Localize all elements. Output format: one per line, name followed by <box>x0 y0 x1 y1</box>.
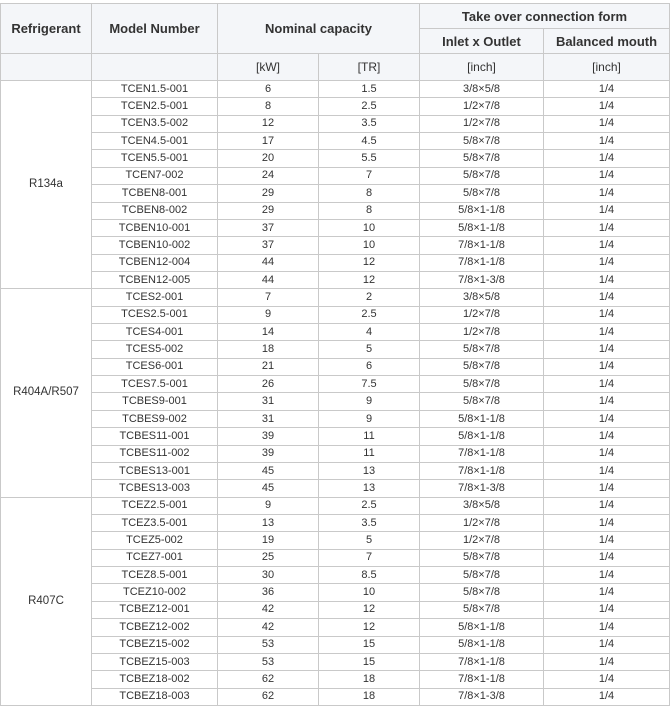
capacity-kw-cell: 24 <box>218 167 319 184</box>
model-number-cell: TCEZ5-002 <box>92 532 218 549</box>
inlet-outlet-cell: 3/8×5/8 <box>420 81 544 98</box>
table-row <box>1 462 670 479</box>
inlet-outlet-cell: 5/8×7/8 <box>420 393 544 410</box>
balanced-mouth-cell: 1/4 <box>544 81 670 98</box>
inlet-outlet-cell: 1/2×7/8 <box>420 514 544 531</box>
table-row <box>1 514 670 531</box>
unit-refrigerant-blank <box>1 54 92 81</box>
unit-tr: [TR] <box>319 54 420 81</box>
inlet-outlet-cell: 7/8×1-1/8 <box>420 254 544 271</box>
capacity-kw-cell: 13 <box>218 514 319 531</box>
model-number-cell: TCBEN8-002 <box>92 202 218 219</box>
balanced-mouth-cell: 1/4 <box>544 393 670 410</box>
inlet-outlet-cell: 7/8×1-1/8 <box>420 653 544 670</box>
balanced-mouth-cell: 1/4 <box>544 653 670 670</box>
inlet-outlet-cell: 1/2×7/8 <box>420 532 544 549</box>
unit-model-blank <box>92 54 218 81</box>
capacity-kw-cell: 39 <box>218 428 319 445</box>
spec-table <box>0 3 670 706</box>
header-balanced-mouth: Balanced mouth <box>544 29 670 54</box>
balanced-mouth-cell: 1/4 <box>544 497 670 514</box>
balanced-mouth-cell: 1/4 <box>544 341 670 358</box>
balanced-mouth-cell: 1/4 <box>544 410 670 427</box>
model-number-cell: TCBEZ12-001 <box>92 601 218 618</box>
balanced-mouth-cell: 1/4 <box>544 514 670 531</box>
capacity-kw-cell: 45 <box>218 462 319 479</box>
capacity-tr-cell: 8 <box>319 202 420 219</box>
balanced-mouth-cell: 1/4 <box>544 271 670 288</box>
capacity-kw-cell: 44 <box>218 254 319 271</box>
inlet-outlet-cell: 5/8×1-1/8 <box>420 219 544 236</box>
inlet-outlet-cell: 5/8×7/8 <box>420 150 544 167</box>
model-number-cell: TCEN3.5-002 <box>92 115 218 132</box>
capacity-kw-cell: 62 <box>218 688 319 705</box>
capacity-kw-cell: 17 <box>218 133 319 150</box>
balanced-mouth-cell: 1/4 <box>544 185 670 202</box>
table-row <box>1 567 670 584</box>
balanced-mouth-cell: 1/4 <box>544 98 670 115</box>
inlet-outlet-cell: 5/8×1-1/8 <box>420 636 544 653</box>
capacity-tr-cell: 11 <box>319 445 420 462</box>
capacity-tr-cell: 6 <box>319 358 420 375</box>
table-row <box>1 532 670 549</box>
model-number-cell: TCBES13-003 <box>92 480 218 497</box>
capacity-tr-cell: 12 <box>319 619 420 636</box>
capacity-kw-cell: 9 <box>218 306 319 323</box>
balanced-mouth-cell: 1/4 <box>544 428 670 445</box>
refrigerant-cell: R407C <box>1 497 92 705</box>
inlet-outlet-cell: 1/2×7/8 <box>420 306 544 323</box>
inlet-outlet-cell: 7/8×1-1/8 <box>420 237 544 254</box>
balanced-mouth-cell: 1/4 <box>544 376 670 393</box>
balanced-mouth-cell: 1/4 <box>544 462 670 479</box>
capacity-tr-cell: 9 <box>319 393 420 410</box>
header-inlet-outlet: Inlet x Outlet <box>420 29 544 54</box>
capacity-tr-cell: 9 <box>319 410 420 427</box>
inlet-outlet-cell: 7/8×1-3/8 <box>420 688 544 705</box>
model-number-cell: TCEZ3.5-001 <box>92 514 218 531</box>
header-takeover-connection: Take over connection form <box>420 4 670 29</box>
model-number-cell: TCEZ8.5-001 <box>92 567 218 584</box>
capacity-kw-cell: 39 <box>218 445 319 462</box>
capacity-tr-cell: 5 <box>319 341 420 358</box>
inlet-outlet-cell: 7/8×1-1/8 <box>420 671 544 688</box>
header-nominal-capacity: Nominal capacity <box>218 4 420 54</box>
capacity-kw-cell: 18 <box>218 341 319 358</box>
inlet-outlet-cell: 5/8×1-1/8 <box>420 619 544 636</box>
balanced-mouth-cell: 1/4 <box>544 480 670 497</box>
table-row <box>1 428 670 445</box>
inlet-outlet-cell: 3/8×5/8 <box>420 289 544 306</box>
inlet-outlet-cell: 7/8×1-3/8 <box>420 271 544 288</box>
capacity-tr-cell: 7 <box>319 549 420 566</box>
model-number-cell: TCBEN10-001 <box>92 219 218 236</box>
header-model-number: Model Number <box>92 4 218 54</box>
model-number-cell: TCEN4.5-001 <box>92 133 218 150</box>
table-row <box>1 410 670 427</box>
balanced-mouth-cell: 1/4 <box>544 202 670 219</box>
capacity-kw-cell: 25 <box>218 549 319 566</box>
model-number-cell: TCBES9-001 <box>92 393 218 410</box>
model-number-cell: TCEZ7-001 <box>92 549 218 566</box>
balanced-mouth-cell: 1/4 <box>544 254 670 271</box>
balanced-mouth-cell: 1/4 <box>544 567 670 584</box>
capacity-kw-cell: 42 <box>218 601 319 618</box>
capacity-kw-cell: 62 <box>218 671 319 688</box>
inlet-outlet-cell: 7/8×1-1/8 <box>420 445 544 462</box>
inlet-outlet-cell: 3/8×5/8 <box>420 497 544 514</box>
table-row <box>1 636 670 653</box>
capacity-tr-cell: 10 <box>319 219 420 236</box>
capacity-kw-cell: 31 <box>218 410 319 427</box>
table-row <box>1 549 670 566</box>
capacity-kw-cell: 12 <box>218 115 319 132</box>
balanced-mouth-cell: 1/4 <box>544 688 670 705</box>
capacity-kw-cell: 9 <box>218 497 319 514</box>
table-row <box>1 115 670 132</box>
model-number-cell: TCBEN10-002 <box>92 237 218 254</box>
model-number-cell: TCBES13-001 <box>92 462 218 479</box>
balanced-mouth-cell: 1/4 <box>544 324 670 341</box>
table-row <box>1 688 670 705</box>
capacity-tr-cell: 12 <box>319 254 420 271</box>
table-row <box>1 219 670 236</box>
balanced-mouth-cell: 1/4 <box>544 619 670 636</box>
capacity-kw-cell: 7 <box>218 289 319 306</box>
balanced-mouth-cell: 1/4 <box>544 115 670 132</box>
capacity-kw-cell: 29 <box>218 185 319 202</box>
model-number-cell: TCES5-002 <box>92 341 218 358</box>
model-number-cell: TCEN5.5-001 <box>92 150 218 167</box>
model-number-cell: TCBEN12-004 <box>92 254 218 271</box>
model-number-cell: TCES6-001 <box>92 358 218 375</box>
capacity-kw-cell: 44 <box>218 271 319 288</box>
capacity-kw-cell: 14 <box>218 324 319 341</box>
balanced-mouth-cell: 1/4 <box>544 532 670 549</box>
model-number-cell: TCBEZ18-003 <box>92 688 218 705</box>
table-row <box>1 98 670 115</box>
balanced-mouth-cell: 1/4 <box>544 219 670 236</box>
table-row <box>1 671 670 688</box>
table-row <box>1 393 670 410</box>
balanced-mouth-cell: 1/4 <box>544 306 670 323</box>
model-number-cell: TCEZ2.5-001 <box>92 497 218 514</box>
table-row <box>1 150 670 167</box>
table-row <box>1 81 670 98</box>
capacity-tr-cell: 2.5 <box>319 306 420 323</box>
model-number-cell: TCBEZ18-002 <box>92 671 218 688</box>
capacity-tr-cell: 3.5 <box>319 115 420 132</box>
capacity-kw-cell: 30 <box>218 567 319 584</box>
capacity-kw-cell: 37 <box>218 219 319 236</box>
capacity-tr-cell: 7.5 <box>319 376 420 393</box>
table-row <box>1 254 670 271</box>
table-row <box>1 306 670 323</box>
table-row <box>1 480 670 497</box>
model-number-cell: TCBEZ15-002 <box>92 636 218 653</box>
capacity-kw-cell: 6 <box>218 81 319 98</box>
inlet-outlet-cell: 1/2×7/8 <box>420 115 544 132</box>
balanced-mouth-cell: 1/4 <box>544 584 670 601</box>
table-row <box>1 289 670 306</box>
table-row <box>1 341 670 358</box>
balanced-mouth-cell: 1/4 <box>544 601 670 618</box>
refrigerant-cell: R134a <box>1 81 92 289</box>
balanced-mouth-cell: 1/4 <box>544 549 670 566</box>
capacity-tr-cell: 7 <box>319 167 420 184</box>
balanced-mouth-cell: 1/4 <box>544 671 670 688</box>
capacity-kw-cell: 8 <box>218 98 319 115</box>
model-number-cell: TCEZ10-002 <box>92 584 218 601</box>
table-row <box>1 324 670 341</box>
model-number-cell: TCBES11-002 <box>92 445 218 462</box>
capacity-kw-cell: 53 <box>218 636 319 653</box>
capacity-tr-cell: 18 <box>319 671 420 688</box>
capacity-tr-cell: 8 <box>319 185 420 202</box>
unit-balanced-mouth: [inch] <box>544 54 670 81</box>
table-row <box>1 497 670 514</box>
inlet-outlet-cell: 5/8×7/8 <box>420 133 544 150</box>
balanced-mouth-cell: 1/4 <box>544 636 670 653</box>
model-number-cell: TCEN2.5-001 <box>92 98 218 115</box>
inlet-outlet-cell: 7/8×1-1/8 <box>420 462 544 479</box>
inlet-outlet-cell: 5/8×1-1/8 <box>420 410 544 427</box>
capacity-tr-cell: 12 <box>319 271 420 288</box>
inlet-outlet-cell: 5/8×7/8 <box>420 376 544 393</box>
spec-table-container <box>0 3 670 706</box>
inlet-outlet-cell: 1/2×7/8 <box>420 98 544 115</box>
model-number-cell: TCES4-001 <box>92 324 218 341</box>
model-number-cell: TCBES11-001 <box>92 428 218 445</box>
balanced-mouth-cell: 1/4 <box>544 358 670 375</box>
capacity-kw-cell: 45 <box>218 480 319 497</box>
table-row <box>1 358 670 375</box>
model-number-cell: TCBEZ12-002 <box>92 619 218 636</box>
header-refrigerant: Refrigerant <box>1 4 92 54</box>
capacity-tr-cell: 2.5 <box>319 497 420 514</box>
capacity-kw-cell: 19 <box>218 532 319 549</box>
model-number-cell: TCEN7-002 <box>92 167 218 184</box>
capacity-tr-cell: 5.5 <box>319 150 420 167</box>
table-row <box>1 202 670 219</box>
table-row <box>1 185 670 202</box>
capacity-tr-cell: 2 <box>319 289 420 306</box>
inlet-outlet-cell: 5/8×1-1/8 <box>420 202 544 219</box>
table-row <box>1 167 670 184</box>
model-number-cell: TCBEZ15-003 <box>92 653 218 670</box>
capacity-tr-cell: 3.5 <box>319 514 420 531</box>
inlet-outlet-cell: 5/8×7/8 <box>420 584 544 601</box>
unit-inlet-outlet: [inch] <box>420 54 544 81</box>
capacity-tr-cell: 15 <box>319 636 420 653</box>
table-row <box>1 445 670 462</box>
capacity-kw-cell: 29 <box>218 202 319 219</box>
capacity-kw-cell: 31 <box>218 393 319 410</box>
model-number-cell: TCEN1.5-001 <box>92 81 218 98</box>
balanced-mouth-cell: 1/4 <box>544 150 670 167</box>
refrigerant-cell: R404A/R507 <box>1 289 92 497</box>
model-number-cell: TCBEN8-001 <box>92 185 218 202</box>
capacity-tr-cell: 4 <box>319 324 420 341</box>
capacity-kw-cell: 36 <box>218 584 319 601</box>
capacity-tr-cell: 15 <box>319 653 420 670</box>
capacity-tr-cell: 2.5 <box>319 98 420 115</box>
capacity-tr-cell: 1.5 <box>319 81 420 98</box>
model-number-cell: TCES7.5-001 <box>92 376 218 393</box>
table-row <box>1 619 670 636</box>
balanced-mouth-cell: 1/4 <box>544 237 670 254</box>
table-row <box>1 271 670 288</box>
model-number-cell: TCBEN12-005 <box>92 271 218 288</box>
balanced-mouth-cell: 1/4 <box>544 445 670 462</box>
capacity-kw-cell: 20 <box>218 150 319 167</box>
inlet-outlet-cell: 5/8×7/8 <box>420 341 544 358</box>
table-row <box>1 584 670 601</box>
model-number-cell: TCES2-001 <box>92 289 218 306</box>
inlet-outlet-cell: 7/8×1-3/8 <box>420 480 544 497</box>
table-row <box>1 237 670 254</box>
table-row <box>1 601 670 618</box>
inlet-outlet-cell: 5/8×7/8 <box>420 601 544 618</box>
inlet-outlet-cell: 5/8×7/8 <box>420 358 544 375</box>
capacity-tr-cell: 8.5 <box>319 567 420 584</box>
capacity-kw-cell: 53 <box>218 653 319 670</box>
capacity-kw-cell: 37 <box>218 237 319 254</box>
table-row <box>1 653 670 670</box>
inlet-outlet-cell: 5/8×7/8 <box>420 567 544 584</box>
model-number-cell: TCES2.5-001 <box>92 306 218 323</box>
capacity-tr-cell: 12 <box>319 601 420 618</box>
balanced-mouth-cell: 1/4 <box>544 289 670 306</box>
capacity-tr-cell: 18 <box>319 688 420 705</box>
table-row <box>1 133 670 150</box>
capacity-tr-cell: 10 <box>319 237 420 254</box>
table-row <box>1 376 670 393</box>
balanced-mouth-cell: 1/4 <box>544 133 670 150</box>
capacity-tr-cell: 10 <box>319 584 420 601</box>
inlet-outlet-cell: 5/8×1-1/8 <box>420 428 544 445</box>
inlet-outlet-cell: 5/8×7/8 <box>420 167 544 184</box>
inlet-outlet-cell: 5/8×7/8 <box>420 549 544 566</box>
inlet-outlet-cell: 1/2×7/8 <box>420 324 544 341</box>
inlet-outlet-cell: 5/8×7/8 <box>420 185 544 202</box>
capacity-tr-cell: 5 <box>319 532 420 549</box>
model-number-cell: TCBES9-002 <box>92 410 218 427</box>
capacity-tr-cell: 13 <box>319 480 420 497</box>
balanced-mouth-cell: 1/4 <box>544 167 670 184</box>
capacity-tr-cell: 4.5 <box>319 133 420 150</box>
unit-kw: [kW] <box>218 54 319 81</box>
table-header <box>1 4 670 81</box>
capacity-kw-cell: 42 <box>218 619 319 636</box>
capacity-kw-cell: 21 <box>218 358 319 375</box>
capacity-tr-cell: 11 <box>319 428 420 445</box>
capacity-kw-cell: 26 <box>218 376 319 393</box>
table-body <box>1 81 670 706</box>
capacity-tr-cell: 13 <box>319 462 420 479</box>
